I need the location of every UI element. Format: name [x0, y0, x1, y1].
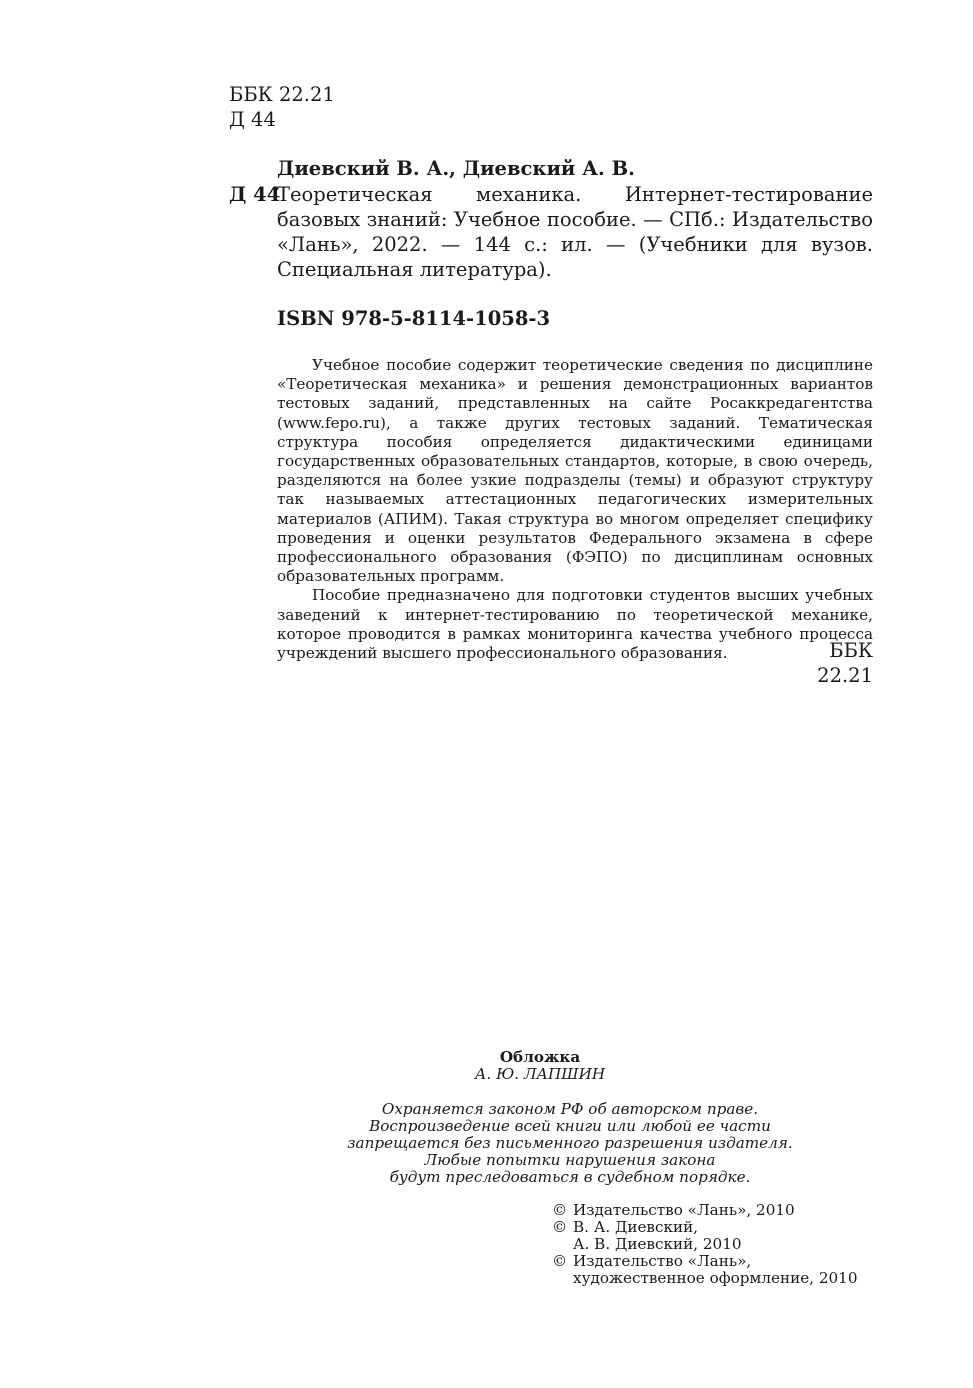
copyright-row [552, 1270, 858, 1287]
copyright-row [552, 1236, 858, 1253]
author-sign-code: Д 44 [229, 108, 276, 131]
cover-label: Обложка [499, 1048, 581, 1066]
copyright-holder: В. А. Диевский, [573, 1218, 699, 1236]
bbk-code-bottom: ББК 22.21 [817, 639, 873, 687]
isbn: ISBN 978-5-8114-1058-3 [277, 307, 551, 330]
annotation-paragraph: Пособие предназначено для подготовки студентов высших учебных заведений к интернет-тестированию по теоретической механике, которое проводится в рамках мониторинга качества учебного процесса учреждений высшего профессионального образования. [277, 586, 873, 663]
legal-line: Воспроизведение всей книги или любой ее части [369, 1117, 771, 1135]
copyright-holder: Издательство «Лань», 2010 [573, 1201, 795, 1219]
copyright-row [552, 1219, 858, 1236]
cover-credit [330, 1049, 750, 1083]
bbk-code: ББК 22.21 [229, 83, 335, 106]
legal-line: Любые попытки нарушения закона [424, 1151, 716, 1169]
copyright-icon: © [552, 1201, 568, 1219]
legal-notice [310, 1101, 830, 1186]
cover-designer: А. Ю. ЛАПШИН [474, 1065, 606, 1083]
copyright-row [552, 1253, 858, 1270]
copyright-icon: © [552, 1218, 568, 1236]
copyright-holder: А. В. Диевский, 2010 [573, 1235, 742, 1253]
catalog-code: Д 44 [229, 183, 281, 206]
legal-line: запрещается без письменного разрешения издателя. [347, 1134, 793, 1152]
legal-line: будут преследоваться в судебном порядке. [389, 1168, 751, 1186]
annotation [277, 356, 873, 663]
copyright-row [552, 1202, 858, 1219]
bibliographic-description: Теоретическая механика. Интернет-тестирование базовых знаний: Учебное пособие. — СПб.: Издательство «Лань», 2022. — 144 с.: ил. — (Учебники для вузов. Специальная литература). [277, 183, 873, 281]
annotation-paragraph: Учебное пособие содержит теоретические сведения по дисциплине «Теоретическая механика» и решения демонстрационных вариантов тестовых заданий, представленных на сайте Росаккредагентства (www.fepo.ru), а также других тестовых заданий. Тематическая структура пособия определяется дидактическими единицами государственных образовательных стандартов, которые, в свою очередь, разделяются на более узкие подразделы (темы) и образуют структуру так называемых аттестационных педагогических измерительных материалов (АПИМ). Такая структура во многом определяет специфику проведения и оценки результатов Федерального экзамена в сфере профессионального образования (ФЭПО) по дисциплинам основных образовательных программ. [277, 356, 873, 586]
copyright-holder: художественное оформление, 2010 [573, 1269, 858, 1287]
authors: Диевский В. А., Диевский А. В. [277, 157, 635, 180]
bbk-block [229, 82, 335, 132]
copyright-icon: © [552, 1252, 568, 1270]
legal-line: Охраняется законом РФ об авторском праве. [381, 1100, 759, 1118]
copyright-block [552, 1202, 858, 1287]
copyright-holder: Издательство «Лань», [573, 1252, 752, 1270]
